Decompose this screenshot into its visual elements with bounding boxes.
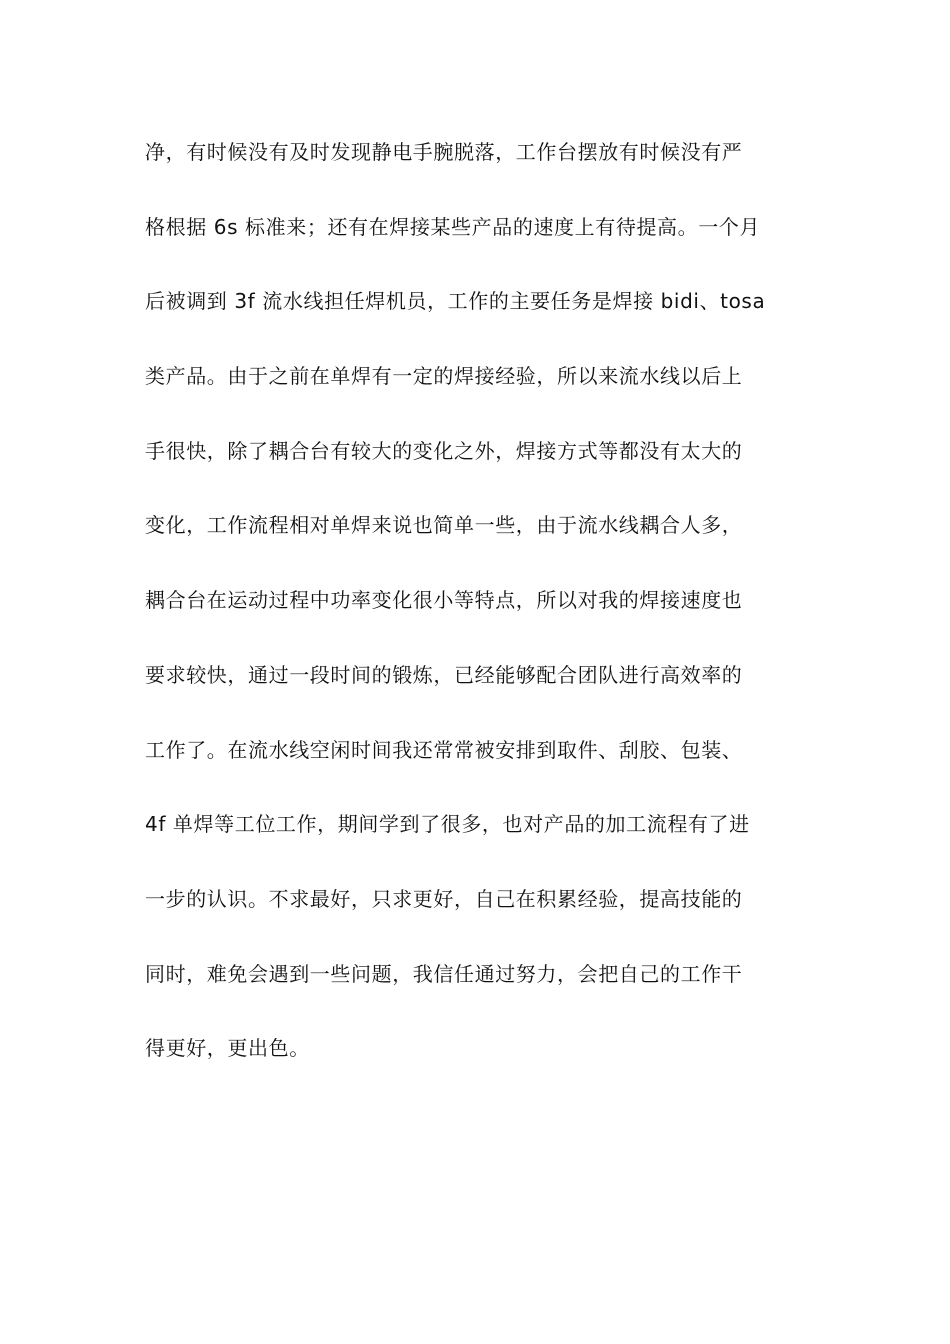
paragraph-line: 手很快，除了耦合台有较大的变化之外，焊接方式等都没有太大的 xyxy=(145,438,743,463)
paragraph-line: 要求较快，通过一段时间的锻炼，已经能够配合团队进行高效率的 xyxy=(145,662,743,687)
paragraph-line: 工作了。在流水线空闲时间我还常常被安排到取件、刮胶、包装、 xyxy=(145,737,743,762)
paragraph-line: 净，有时候没有及时发现静电手腕脱落，工作台摆放有时候没有严 xyxy=(145,140,743,164)
paragraph-line: 一步的认识。不求最好，只求更好，自己在积累经验，提高技能的 xyxy=(145,886,743,911)
paragraph-line: 4f 单焊等工位工作，期间学到了很多，也对产品的加工流程有了进 xyxy=(145,812,750,837)
paragraph-line: 后被调到 3f 流水线担任焊机员，工作的主要任务是焊接 bidi、tosa xyxy=(145,289,766,314)
paragraph-line: 得更好，更出色。 xyxy=(145,1036,310,1061)
paragraph-line: 同时，难免会遇到一些问题，我信任通过努力，会把自己的工作干 xyxy=(145,961,743,986)
paragraph-line: 耦合台在运动过程中功率变化很小等特点，所以对我的焊接速度也 xyxy=(145,588,743,613)
paragraph-line: 类产品。由于之前在单焊有一定的焊接经验，所以来流水线以后上 xyxy=(145,364,743,389)
paragraph-line: 格根据 6s 标准来；还有在焊接某些产品的速度上有待提高。一个月 xyxy=(145,214,761,239)
paragraph-line: 变化，工作流程相对单焊来说也简单一些，由于流水线耦合人多， xyxy=(145,513,743,538)
body-paragraph xyxy=(145,133,845,1104)
